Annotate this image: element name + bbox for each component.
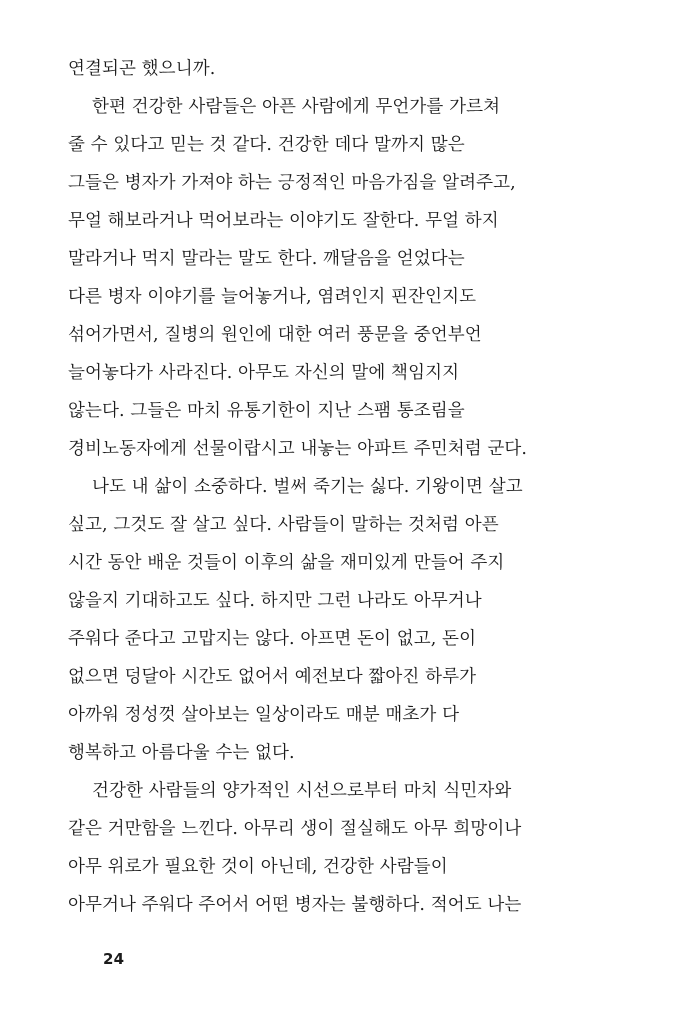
text-line: 늘어놓다가 사라진다. 아무도 자신의 말에 책임지지 bbox=[68, 363, 460, 383]
text-line: 주워다 준다고 고맙지는 않다. 아프면 돈이 없고, 돈이 bbox=[68, 629, 477, 649]
text-line: 시간 동안 배운 것들이 이후의 삶을 재미있게 만들어 주지 bbox=[68, 553, 505, 573]
text-line: 아무거나 주워다 주어서 어떤 병자는 불행하다. 적어도 나는 bbox=[68, 895, 522, 915]
page-number: 24 bbox=[103, 950, 125, 968]
text-line: 그들은 병자가 가져야 하는 긍정적인 마음가짐을 알려주고, bbox=[68, 173, 516, 193]
text-line: 섞어가면서, 질병의 원인에 대한 여러 풍문을 중언부언 bbox=[68, 325, 482, 345]
text-line: 줄 수 있다고 믿는 것 같다. 건강한 데다 말까지 많은 bbox=[68, 135, 465, 155]
text-line: 한편 건강한 사람들은 아픈 사람에게 무언가를 가르쳐 bbox=[92, 97, 501, 117]
text-line: 경비노동자에게 선물이랍시고 내놓는 아파트 주민처럼 군다. bbox=[68, 439, 528, 459]
text-line: 다른 병자 이야기를 늘어놓거나, 염려인지 핀잔인지도 bbox=[68, 287, 477, 307]
text-line: 싶고, 그것도 잘 살고 싶다. 사람들이 말하는 것처럼 아픈 bbox=[68, 515, 499, 535]
text-line: 않는다. 그들은 마치 유통기한이 지난 스팸 통조림을 bbox=[68, 401, 465, 421]
text-line: 말라거나 먹지 말라는 말도 한다. 깨달음을 얻었다는 bbox=[68, 249, 465, 269]
text-line: 아까워 정성껏 살아보는 일상이라도 매분 매초가 다 bbox=[68, 705, 460, 725]
text-line: 않을지 기대하고도 싶다. 하지만 그런 나라도 아무거나 bbox=[68, 591, 482, 611]
text-line: 나도 내 삶이 소중하다. 벌써 죽기는 싫다. 기왕이면 살고 bbox=[92, 477, 523, 497]
text-line: 아무 위로가 필요한 것이 아닌데, 건강한 사람들이 bbox=[68, 857, 448, 877]
text-line: 행복하고 아름다울 수는 없다. bbox=[68, 743, 295, 763]
body-text bbox=[68, 50, 628, 924]
text-line: 무얼 해보라거나 먹어보라는 이야기도 잘한다. 무얼 하지 bbox=[68, 211, 499, 231]
text-line: 없으면 덩달아 시간도 없어서 예전보다 짧아진 하루가 bbox=[68, 667, 477, 687]
text-line: 건강한 사람들의 양가적인 시선으로부터 마치 식민자와 bbox=[92, 781, 512, 801]
text-line: 연결되곤 했으니까. bbox=[68, 59, 216, 79]
text-line: 같은 거만함을 느낀다. 아무리 생이 절실해도 아무 희망이나 bbox=[68, 819, 522, 839]
